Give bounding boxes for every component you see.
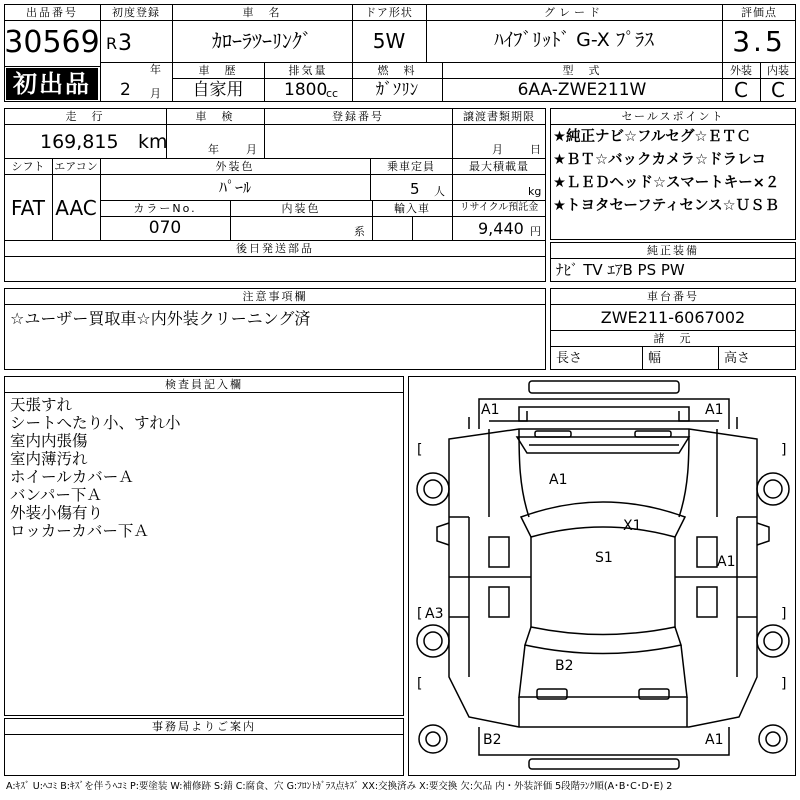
width-label: 幅	[648, 351, 662, 366]
displacement-unit: cc	[326, 87, 339, 100]
model-code-label: 型 式	[562, 64, 602, 77]
recycle-fee-label: リサイクル預託金	[459, 202, 539, 213]
lot-number: 30569	[4, 25, 100, 60]
aircon-type: AAC	[55, 196, 97, 220]
transfer-deadline-label: 譲渡書類期限	[463, 110, 535, 123]
displacement: 1800	[284, 80, 328, 100]
bracket-right-bottom: ]	[781, 676, 787, 692]
mileage: 169,815	[40, 131, 119, 153]
capacity-unit: 人	[434, 185, 445, 198]
sales-point-item: ★ＢＴ☆バックカメラ☆ドラレコ	[553, 152, 766, 168]
interior-grade: C	[771, 78, 785, 102]
capacity-label: 乗車定員	[387, 160, 435, 173]
fuel-type: ｶﾞｿﾘﾝ	[375, 80, 419, 100]
later-shipped-parts-label: 後日発送部品	[236, 242, 314, 255]
genuine-equipment: ﾅﾋﾞ TV ｴｱB PS PW	[556, 261, 685, 279]
inspector-note: シートへたり小、すれ小	[10, 414, 181, 432]
sales-point-item: ★ＬＥＤヘッド☆スマートキー×２	[553, 175, 780, 191]
inspection-label: 車 検	[195, 110, 235, 123]
chassis-number-label: 車台番号	[647, 290, 699, 303]
grade-label: グレード	[544, 6, 604, 19]
inspector-note: ロッカーカバー下Ａ	[10, 522, 149, 540]
damage-mark-roof: S1	[595, 550, 613, 566]
exterior-grade-label: 外装	[730, 64, 752, 77]
inspector-note: 外装小傷有り	[10, 504, 104, 522]
registration-year-unit: 年	[150, 63, 161, 76]
plate-number-label: 登録番号	[332, 110, 384, 123]
damage-mark-hood: A1	[549, 472, 568, 488]
mileage-unit: km	[138, 131, 168, 153]
damage-mark-rear-right: A1	[705, 732, 724, 748]
damage-diagram	[408, 376, 796, 776]
registration-year: 3	[118, 31, 132, 56]
damage-mark-left-rear: A3	[425, 606, 444, 622]
door-type-label: ドア形状	[365, 6, 413, 19]
inspection-year-unit: 年	[208, 143, 219, 156]
transfer-day-unit: 日	[530, 143, 541, 156]
vehicle-history: 自家用	[192, 80, 244, 100]
max-load-unit: kg	[528, 185, 542, 198]
damage-mark-front-left: A1	[481, 402, 500, 418]
car-outline	[409, 377, 797, 777]
damage-mark-front-right: A1	[705, 402, 724, 418]
exterior-color-label: 外装色	[215, 160, 255, 173]
aircon-label: エアコン	[54, 160, 98, 173]
transfer-month-unit: 月	[492, 143, 503, 156]
car-name: ｶﾛｰﾗﾂｰﾘﾝｸﾞ	[212, 29, 312, 53]
exterior-grade: C	[734, 78, 748, 102]
score-label: 評価点	[741, 6, 777, 19]
inspection-month-unit: 月	[246, 143, 257, 156]
fuel-label: 燃 料	[377, 64, 417, 77]
recycle-fee: 9,440	[478, 219, 524, 238]
inspector-notes-list	[10, 396, 181, 540]
damage-mark-right-door: A1	[717, 554, 736, 570]
bracket-right-rear: ]	[781, 606, 787, 622]
model-code: 6AA-ZWE211W	[517, 80, 647, 100]
specs-label: 諸 元	[653, 332, 693, 345]
inspector-note: 室内内張傷	[10, 432, 88, 450]
registration-era: R	[106, 34, 118, 53]
genuine-equipment-label: 純正装備	[647, 244, 699, 257]
notes-label: 注意事項欄	[242, 290, 308, 303]
max-load-label: 最大積載量	[469, 160, 529, 173]
first-registration-label: 初度登録	[112, 6, 160, 19]
bracket-left-front: [	[417, 442, 423, 458]
damage-mark-trunk: B2	[555, 658, 574, 674]
registration-month-unit: 月	[150, 87, 161, 100]
inspector-notes-label: 検査員記入欄	[165, 378, 243, 391]
color-number: 070	[148, 218, 182, 238]
seating-capacity: 5	[410, 180, 420, 198]
sales-points-label: セールスポイント	[621, 110, 725, 123]
color-number-label: カラーNo.	[133, 202, 197, 215]
inspector-note: 天張すれ	[10, 396, 73, 414]
legend-text: A:ｷｽﾞ U:ﾍｺﾐ B:ｷｽﾞを伴うﾍｺﾐ P:要塗装 W:補修跡 S:錆 C:腐食、穴 G:ﾌﾛﾝﾄｶﾞﾗｽ点ｷｽﾞ XX:交換済み X:要交換 欠:欠品 内・外装評価 5段階ﾗﾝｸ順(A･B･C･D･E) 2	[6, 781, 673, 792]
bracket-right-front: ]	[781, 442, 787, 458]
interior-color-unit: 系	[354, 225, 365, 238]
office-notice-label: 事務局よりご案内	[152, 720, 256, 733]
inspector-note: 室内薄汚れ	[10, 450, 88, 468]
interior-grade-label: 内装	[767, 64, 789, 77]
length-label: 長さ	[556, 351, 583, 366]
bracket-left-bottom: [	[417, 676, 423, 692]
damage-mark-rear-left: B2	[483, 732, 502, 748]
import-label: 輸入車	[394, 202, 430, 215]
recycle-fee-unit: 円	[530, 225, 541, 238]
overall-score: 3.5	[732, 25, 786, 58]
lot-number-label: 出品番号	[26, 6, 78, 19]
mileage-label: 走 行	[65, 110, 105, 123]
shift-label: シフト	[11, 160, 45, 173]
notes-text: ☆ユーザー買取車☆内外装クリーニング済	[10, 309, 311, 328]
displacement-label: 排気量	[288, 64, 328, 77]
sales-points-section	[550, 108, 796, 240]
grade-value: ﾊｲﾌﾞﾘｯﾄﾞ G-X ﾌﾟﾗｽ	[494, 29, 654, 51]
inspector-note: バンパー下Ａ	[10, 486, 102, 504]
interior-color-label: 内装色	[281, 202, 321, 215]
height-label: 高さ	[724, 351, 751, 366]
bracket-left-rear: [	[417, 606, 423, 622]
inspector-note: ホイールカバーＡ	[10, 468, 134, 486]
car-name-label: 車 名	[242, 6, 282, 19]
sales-point-item: ★純正ナビ☆フルセグ☆ＥＴＣ	[553, 129, 751, 145]
damage-mark-windshield: X1	[623, 518, 642, 534]
sales-point-item: ★トヨタセーフティセンス☆ＵＳＢ	[553, 198, 780, 214]
first-listing-badge: 初出品	[6, 68, 98, 100]
door-type: 5W	[372, 29, 406, 53]
vehicle-history-label: 車 歴	[198, 64, 238, 77]
registration-month: 2	[120, 80, 131, 100]
shift-type: FAT	[10, 196, 45, 220]
chassis-number: ZWE211-6067002	[600, 308, 746, 327]
exterior-color: ﾊﾟｰﾙ	[218, 178, 251, 197]
